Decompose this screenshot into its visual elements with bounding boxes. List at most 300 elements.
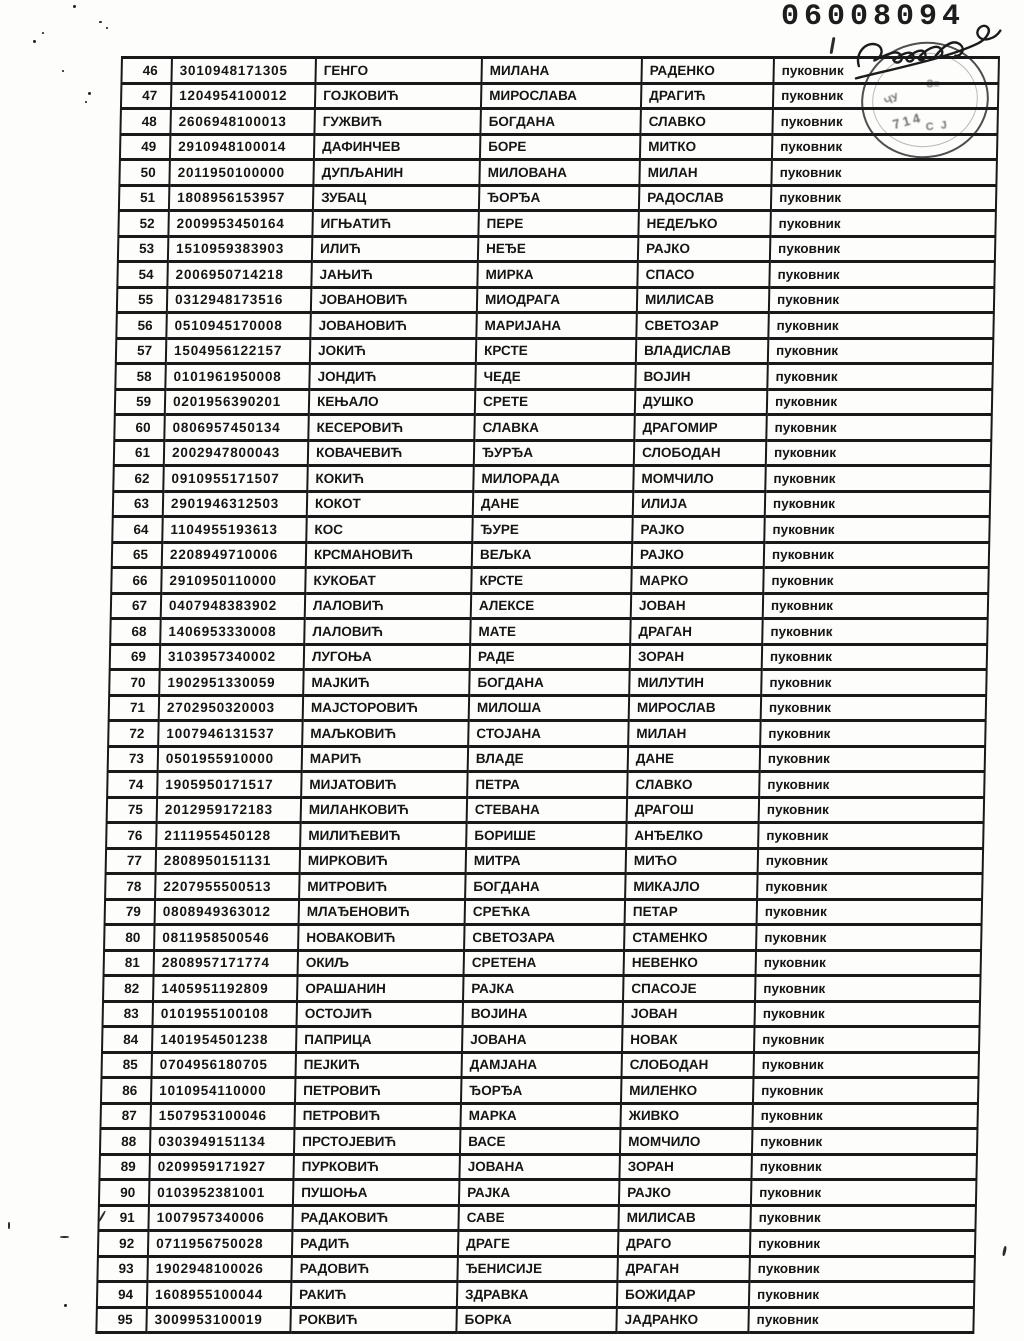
cell-first-name: РАЈКО bbox=[638, 236, 771, 262]
cell-first-name: СПАСО bbox=[637, 262, 770, 288]
cell-rank: пуковник bbox=[750, 1205, 976, 1231]
cell-row-number: 91 bbox=[98, 1205, 149, 1231]
cell-id-number: 1204954100012 bbox=[171, 83, 316, 109]
cell-row-number: 52 bbox=[118, 211, 169, 237]
cell-first-name: ЗОРАН bbox=[619, 1154, 752, 1180]
cell-father-name: ВЕЉКА bbox=[472, 542, 633, 568]
cell-id-number: 2702950320003 bbox=[159, 695, 304, 721]
cell-first-name: ДРАГОМИР bbox=[634, 415, 767, 441]
table-row bbox=[110, 619, 988, 645]
cell-row-number: 84 bbox=[102, 1027, 153, 1053]
cell-first-name: ДРАГАН bbox=[630, 619, 763, 645]
cell-id-number: 1406953330008 bbox=[160, 619, 305, 645]
cell-father-name: СТЕВАНА bbox=[467, 797, 628, 823]
cell-id-number: 1608955100044 bbox=[147, 1282, 292, 1308]
table-row bbox=[116, 338, 994, 364]
cell-first-name: МИТКО bbox=[640, 134, 773, 160]
cell-surname: ДУПЉАНИН bbox=[313, 160, 480, 186]
cell-surname: КЕСЕРОВИЋ bbox=[308, 415, 475, 441]
cell-rank: пуковник bbox=[761, 670, 987, 696]
cell-father-name: СЛАВКА bbox=[474, 415, 635, 441]
cell-id-number: 3103957340002 bbox=[160, 644, 305, 670]
cell-father-name: ЈОВАНА bbox=[462, 1027, 623, 1053]
cell-rank: пуковник bbox=[761, 695, 987, 721]
cell-father-name: ЂЕНИСИЈЕ bbox=[457, 1256, 618, 1282]
cell-father-name: МИЛАНА bbox=[481, 58, 642, 84]
cell-rank: пуковник bbox=[755, 1001, 981, 1027]
table-row bbox=[97, 1256, 975, 1282]
scan-speck bbox=[42, 32, 44, 34]
cell-row-number: 90 bbox=[99, 1180, 150, 1206]
cell-first-name: НЕВЕНКО bbox=[624, 950, 757, 976]
table-row bbox=[115, 389, 993, 415]
cell-id-number: 2910950110000 bbox=[161, 568, 306, 594]
cell-rank: пуковник bbox=[770, 211, 996, 237]
table-row bbox=[109, 695, 987, 721]
cell-row-number: 86 bbox=[101, 1078, 152, 1104]
cell-rank: пуковник bbox=[750, 1231, 976, 1257]
table-row bbox=[103, 976, 981, 1002]
cell-rank: пуковник bbox=[771, 185, 997, 211]
cell-surname: МИРКОВИЋ bbox=[300, 848, 467, 874]
cell-id-number: 0303949151134 bbox=[150, 1129, 295, 1155]
cell-father-name: КРСТЕ bbox=[471, 568, 632, 594]
cell-first-name: ДРАГО bbox=[618, 1231, 751, 1257]
table-row bbox=[100, 1129, 978, 1155]
cell-id-number: 2111955450128 bbox=[156, 823, 301, 849]
cell-first-name: РАЈКО bbox=[632, 542, 765, 568]
cell-rank: пуковник bbox=[768, 313, 994, 339]
stamp-text-fragment: С Ј bbox=[925, 119, 950, 134]
cell-row-number: 72 bbox=[108, 721, 159, 747]
cell-row-number: 80 bbox=[104, 925, 155, 951]
table-row bbox=[119, 185, 997, 211]
cell-row-number: 77 bbox=[106, 848, 157, 874]
table-row bbox=[108, 721, 986, 747]
cell-id-number: 0811958500546 bbox=[154, 925, 299, 951]
cell-first-name: РАДОСЛАВ bbox=[639, 185, 772, 211]
cell-rank: пуковник bbox=[755, 976, 981, 1002]
cell-father-name: МАРИЈАНА bbox=[476, 313, 637, 339]
cell-row-number: 71 bbox=[109, 695, 160, 721]
pen-stroke bbox=[830, 37, 836, 54]
table-row bbox=[119, 160, 997, 186]
cell-father-name: НЕЂЕ bbox=[478, 236, 639, 262]
cell-father-name: ВОЈИНА bbox=[463, 1001, 624, 1027]
cell-row-number: 87 bbox=[100, 1103, 151, 1129]
cell-father-name: ПЕРЕ bbox=[478, 211, 639, 237]
cell-id-number: 1007946131537 bbox=[158, 721, 303, 747]
cell-surname: МИЛАНКОВИЋ bbox=[301, 797, 468, 823]
cell-rank: пуковник bbox=[773, 58, 999, 84]
table-row bbox=[111, 568, 989, 594]
cell-surname: ОКИЉ bbox=[298, 950, 465, 976]
cell-rank: пуковник bbox=[763, 593, 989, 619]
cell-surname: МАРИЋ bbox=[302, 746, 469, 772]
cell-surname: КУКОБАТ bbox=[305, 568, 472, 594]
cell-first-name: РАЈКО bbox=[632, 517, 765, 543]
cell-surname: МАЈКИЋ bbox=[303, 670, 470, 696]
cell-surname: ЛАЛОВИЋ bbox=[304, 619, 471, 645]
cell-row-number: 83 bbox=[103, 1001, 154, 1027]
cell-id-number: 0808949363012 bbox=[155, 899, 300, 925]
cell-first-name: ДАНЕ bbox=[628, 746, 761, 772]
cell-row-number: 49 bbox=[120, 134, 171, 160]
table-row bbox=[111, 593, 989, 619]
cell-father-name: РАЈКА bbox=[463, 976, 624, 1002]
cell-row-number: 88 bbox=[100, 1129, 151, 1155]
cell-row-number: 57 bbox=[116, 338, 167, 364]
cell-rank: пуковник bbox=[760, 721, 986, 747]
cell-first-name: СВЕТОЗАР bbox=[636, 313, 769, 339]
cell-id-number: 1504956122157 bbox=[166, 338, 311, 364]
cell-row-number: 82 bbox=[103, 976, 154, 1002]
cell-row-number: 67 bbox=[111, 593, 162, 619]
cell-first-name: МИЛАН bbox=[628, 721, 761, 747]
cell-father-name: МАРКА bbox=[460, 1103, 621, 1129]
cell-rank: пуковник bbox=[753, 1052, 979, 1078]
cell-rank: пуковник bbox=[751, 1180, 977, 1206]
cell-row-number: 73 bbox=[108, 746, 159, 772]
cell-surname: ГУЖВИЋ bbox=[314, 109, 481, 135]
cell-father-name: РАЈКА bbox=[459, 1180, 620, 1206]
cell-id-number: 2208949710006 bbox=[162, 542, 307, 568]
cell-first-name: МИЛУТИН bbox=[629, 670, 762, 696]
cell-father-name: БОРИШЕ bbox=[466, 823, 627, 849]
cell-surname: МАЈСТОРОВИЋ bbox=[303, 695, 470, 721]
cell-father-name: ВЛАДЕ bbox=[468, 746, 629, 772]
cell-surname: ПУШОЊА bbox=[293, 1180, 460, 1206]
table-row bbox=[101, 1052, 979, 1078]
cell-first-name: МИРОСЛАВ bbox=[629, 695, 762, 721]
scan-speck bbox=[106, 27, 108, 29]
cell-id-number: 0312948173516 bbox=[167, 287, 312, 313]
table-row bbox=[98, 1231, 976, 1257]
scan-speck bbox=[73, 5, 76, 8]
cell-father-name: СРЕЋКА bbox=[465, 899, 626, 925]
table-row bbox=[120, 134, 998, 160]
cell-father-name: МИЛОША bbox=[469, 695, 630, 721]
cell-rank: пуковник bbox=[757, 874, 983, 900]
cell-first-name: РАЈКО bbox=[619, 1180, 752, 1206]
cell-first-name: МИЛИСАВ bbox=[637, 287, 770, 313]
cell-surname: КЕЊАЛО bbox=[309, 389, 476, 415]
table-row bbox=[113, 491, 991, 517]
cell-surname: РАКИЋ bbox=[291, 1282, 458, 1308]
cell-first-name: ПЕТАР bbox=[625, 899, 758, 925]
cell-father-name: ЂОРЂА bbox=[479, 185, 640, 211]
cell-id-number: 2910948100014 bbox=[170, 134, 315, 160]
cell-id-number: 0711956750028 bbox=[148, 1231, 293, 1257]
cell-id-number: 0201956390201 bbox=[165, 389, 310, 415]
cell-father-name: СТОЈАНА bbox=[468, 721, 629, 747]
table-row bbox=[112, 517, 990, 543]
cell-father-name: ЂОРЂА bbox=[461, 1078, 622, 1104]
cell-father-name: ДРАГЕ bbox=[458, 1231, 619, 1257]
cell-surname: ПУРКОВИЋ bbox=[293, 1154, 460, 1180]
cell-surname: ЈОКИЋ bbox=[310, 338, 477, 364]
cell-id-number: 0910955171507 bbox=[163, 466, 308, 492]
cell-id-number: 2009953450164 bbox=[168, 211, 313, 237]
cell-first-name: СЛАВКО bbox=[627, 772, 760, 798]
cell-row-number: 64 bbox=[112, 517, 163, 543]
cell-row-number: 75 bbox=[107, 797, 158, 823]
table-row bbox=[118, 211, 996, 237]
cell-rank: пуковник bbox=[765, 491, 991, 517]
cell-rank: пуковник bbox=[760, 746, 986, 772]
cell-rank: пуковник bbox=[759, 772, 985, 798]
cell-rank: пуковник bbox=[767, 364, 993, 390]
table-row bbox=[106, 823, 984, 849]
cell-row-number: 74 bbox=[107, 772, 158, 798]
cell-surname: РАДИЋ bbox=[292, 1231, 459, 1257]
cell-id-number: 1507953100046 bbox=[150, 1103, 295, 1129]
table-row bbox=[106, 848, 984, 874]
cell-rank: пуковник bbox=[772, 134, 998, 160]
cell-row-number: 69 bbox=[110, 644, 161, 670]
cell-surname: КОКОТ bbox=[307, 491, 474, 517]
cell-rank: пуковник bbox=[768, 338, 994, 364]
cell-rank: пуковник bbox=[765, 466, 991, 492]
cell-rank: пуковник bbox=[758, 848, 984, 874]
cell-rank: пуковник bbox=[759, 797, 985, 823]
cell-row-number: 93 bbox=[97, 1256, 148, 1282]
cell-rank: пуковник bbox=[758, 823, 984, 849]
cell-rank: пуковник bbox=[752, 1103, 978, 1129]
personnel-roster-table bbox=[95, 56, 1000, 1334]
cell-surname: ДАФИНЧЕВ bbox=[314, 134, 481, 160]
cell-father-name: ЂУРЂА bbox=[474, 440, 635, 466]
cell-rank: пуковник bbox=[749, 1282, 975, 1308]
cell-first-name: ДРАГАН bbox=[617, 1256, 750, 1282]
cell-first-name: ДРАГОШ bbox=[627, 797, 760, 823]
cell-first-name: СЛАВКО bbox=[640, 109, 773, 135]
cell-father-name: БОГДАНА bbox=[480, 109, 641, 135]
table-row bbox=[114, 415, 992, 441]
cell-rank: пуковник bbox=[769, 287, 995, 313]
cell-surname: ГОЈКОВИЋ bbox=[315, 83, 482, 109]
cell-surname: МИЈАТОВИЋ bbox=[301, 772, 468, 798]
cell-surname: МАЉКОВИЋ bbox=[302, 721, 469, 747]
cell-first-name: СЛОБОДАН bbox=[621, 1052, 754, 1078]
cell-father-name: МИЛОРАДА bbox=[473, 466, 634, 492]
cell-row-number: 65 bbox=[112, 542, 163, 568]
cell-first-name: СТАМЕНКО bbox=[624, 925, 757, 951]
cell-id-number: 2808957171774 bbox=[154, 950, 299, 976]
cell-id-number: 2901946312503 bbox=[163, 491, 308, 517]
cell-surname: ПЕЈКИЋ bbox=[295, 1052, 462, 1078]
table-row bbox=[98, 1205, 976, 1231]
cell-first-name: ДУШКО bbox=[635, 389, 768, 415]
cell-father-name: БОГДАНА bbox=[469, 670, 630, 696]
cell-first-name: ЈОВАН bbox=[623, 1001, 756, 1027]
cell-row-number: 48 bbox=[120, 109, 171, 135]
table-row bbox=[101, 1078, 979, 1104]
cell-id-number: 1902948100026 bbox=[147, 1256, 292, 1282]
scan-speck bbox=[85, 101, 87, 103]
stamp-text-fragment: 714 bbox=[890, 109, 925, 133]
cell-father-name: ДАНЕ bbox=[473, 491, 634, 517]
cell-surname: КОВАЧЕВИЋ bbox=[308, 440, 475, 466]
cell-first-name: СЛОБОДАН bbox=[634, 440, 767, 466]
cell-father-name: СРЕТЕ bbox=[475, 389, 636, 415]
cell-row-number: 58 bbox=[115, 364, 166, 390]
cell-first-name: РАДЕНКО bbox=[641, 58, 774, 84]
cell-father-name: ЗДРАВКА bbox=[457, 1282, 618, 1308]
cell-surname: КОС bbox=[306, 517, 473, 543]
cell-first-name: ЈОВАН bbox=[631, 593, 764, 619]
cell-surname: КОКИЋ bbox=[307, 466, 474, 492]
cell-first-name: ЖИВКО bbox=[620, 1103, 753, 1129]
cell-first-name: МОМЧИЛО bbox=[620, 1129, 753, 1155]
cell-id-number: 1905950171517 bbox=[157, 772, 302, 798]
cell-row-number: 79 bbox=[105, 899, 156, 925]
cell-surname: ИГЊАТИЋ bbox=[312, 211, 479, 237]
cell-id-number: 1808956153957 bbox=[169, 185, 314, 211]
cell-rank: пуковник bbox=[756, 925, 982, 951]
cell-first-name: МИЛЕНКО bbox=[621, 1078, 754, 1104]
cell-father-name: ВАСЕ bbox=[460, 1129, 621, 1155]
cell-father-name: БОРЕ bbox=[480, 134, 641, 160]
cell-id-number: 1401954501238 bbox=[152, 1027, 297, 1053]
cell-first-name: ЗОРАН bbox=[630, 644, 763, 670]
cell-father-name: МИТРА bbox=[466, 848, 627, 874]
cell-id-number: 0103952381001 bbox=[149, 1180, 294, 1206]
cell-father-name: АЛЕКСЕ bbox=[471, 593, 632, 619]
table-row bbox=[104, 925, 982, 951]
cell-rank: пуковник bbox=[756, 950, 982, 976]
table-row bbox=[115, 364, 993, 390]
table-row bbox=[117, 262, 995, 288]
pen-stroke bbox=[8, 1222, 10, 1229]
cell-id-number: 2011950100000 bbox=[169, 160, 314, 186]
pen-stroke bbox=[60, 1236, 69, 1238]
cell-rank: пуковник bbox=[767, 389, 993, 415]
cell-id-number: 0501955910000 bbox=[158, 746, 303, 772]
stamp-text-fragment: З≡ bbox=[926, 78, 940, 91]
cell-id-number: 2012959172183 bbox=[157, 797, 302, 823]
table-row bbox=[113, 466, 991, 492]
cell-row-number: 56 bbox=[116, 313, 167, 339]
cell-surname: НОВАКОВИЋ bbox=[298, 925, 465, 951]
cell-rank: пуковник bbox=[749, 1256, 975, 1282]
cell-father-name: ЈОВАНА bbox=[459, 1154, 620, 1180]
cell-rank: пуковник bbox=[764, 542, 990, 568]
cell-first-name: МИЋО bbox=[626, 848, 759, 874]
cell-first-name: НЕДЕЉКО bbox=[638, 211, 771, 237]
scan-speck bbox=[33, 40, 36, 43]
cell-first-name: МИЛАН bbox=[639, 160, 772, 186]
cell-surname: ПРСТОЈЕВИЋ bbox=[294, 1129, 461, 1155]
cell-surname: ЗУБАЦ bbox=[313, 185, 480, 211]
cell-id-number: 0101955100108 bbox=[153, 1001, 298, 1027]
table-row bbox=[105, 899, 983, 925]
table-row bbox=[99, 1154, 977, 1180]
scan-speck bbox=[99, 21, 102, 23]
cell-id-number: 2808950151131 bbox=[156, 848, 301, 874]
cell-rank: пуковник bbox=[753, 1078, 979, 1104]
cell-father-name: МИРКА bbox=[477, 262, 638, 288]
cell-row-number: 46 bbox=[121, 58, 172, 84]
cell-father-name: ЂУРЕ bbox=[472, 517, 633, 543]
cell-id-number: 0407948383902 bbox=[161, 593, 306, 619]
roster-table-body bbox=[96, 58, 999, 1333]
cell-surname: МИТРОВИЋ bbox=[299, 874, 466, 900]
cell-surname: МИЛИЋЕВИЋ bbox=[300, 823, 467, 849]
cell-father-name: МИЛОВАНА bbox=[479, 160, 640, 186]
cell-row-number: 55 bbox=[117, 287, 168, 313]
cell-surname: ЛАЛОВИЋ bbox=[305, 593, 472, 619]
stamp-text-fragment: ЧУ bbox=[882, 91, 901, 109]
cell-surname: ПАПРИЦА bbox=[296, 1027, 463, 1053]
cell-father-name: БОРКА bbox=[456, 1307, 617, 1333]
cell-row-number: 62 bbox=[113, 466, 164, 492]
scan-speck bbox=[64, 1304, 67, 1307]
cell-row-number: 78 bbox=[105, 874, 156, 900]
cell-rank: пуковник bbox=[766, 415, 992, 441]
cell-row-number: 70 bbox=[109, 670, 160, 696]
cell-row-number: 66 bbox=[111, 568, 162, 594]
table-row bbox=[109, 670, 987, 696]
cell-first-name: НОВАК bbox=[622, 1027, 755, 1053]
cell-row-number: 61 bbox=[114, 440, 165, 466]
cell-row-number: 81 bbox=[104, 950, 155, 976]
cell-rank: пуковник bbox=[764, 517, 990, 543]
cell-id-number: 0704956180705 bbox=[151, 1052, 296, 1078]
table-row bbox=[116, 313, 994, 339]
cell-row-number: 95 bbox=[96, 1307, 147, 1333]
cell-surname: РАДАКОВИЋ bbox=[292, 1205, 459, 1231]
cell-father-name: ПЕТРА bbox=[467, 772, 628, 798]
cell-first-name: БОЖИДАР bbox=[617, 1282, 750, 1308]
cell-id-number: 2002947800043 bbox=[164, 440, 309, 466]
cell-rank: пуковник bbox=[763, 568, 989, 594]
cell-id-number: 2207955500513 bbox=[155, 874, 300, 900]
cell-first-name: МИЛИСАВ bbox=[618, 1205, 751, 1231]
table-row bbox=[112, 542, 990, 568]
cell-id-number: 2006950714218 bbox=[167, 262, 312, 288]
cell-id-number: 1010954110000 bbox=[151, 1078, 296, 1104]
cell-first-name: ВЛАДИСЛАВ bbox=[636, 338, 769, 364]
cell-id-number: 2606948100013 bbox=[170, 109, 315, 135]
cell-father-name: ЧЕДЕ bbox=[475, 364, 636, 390]
cell-row-number: 92 bbox=[98, 1231, 149, 1257]
table-row bbox=[117, 287, 995, 313]
cell-row-number: 94 bbox=[97, 1282, 148, 1308]
cell-surname: ПЕТРОВИЋ bbox=[294, 1103, 461, 1129]
cell-rank: пуковник bbox=[769, 262, 995, 288]
cell-surname: ЈОВАНОВИЋ bbox=[310, 313, 477, 339]
cell-surname: ЈОВАНОВИЋ bbox=[311, 287, 478, 313]
cell-row-number: 76 bbox=[106, 823, 157, 849]
table-row bbox=[103, 1001, 981, 1027]
cell-surname: МЛАЂЕНОВИЋ bbox=[299, 899, 466, 925]
cell-row-number: 59 bbox=[115, 389, 166, 415]
cell-father-name: МАТЕ bbox=[470, 619, 631, 645]
cell-id-number: 0806957450134 bbox=[164, 415, 309, 441]
cell-row-number: 85 bbox=[101, 1052, 152, 1078]
cell-rank: пуковник bbox=[748, 1307, 974, 1333]
cell-id-number: 3009953100019 bbox=[146, 1307, 291, 1333]
cell-first-name: АНЂЕЛКО bbox=[626, 823, 759, 849]
cell-rank: пуковник bbox=[762, 644, 988, 670]
cell-id-number: 1510959383903 bbox=[168, 236, 313, 262]
table-row bbox=[108, 746, 986, 772]
table-row bbox=[110, 644, 988, 670]
cell-surname: ЛУГОЊА bbox=[304, 644, 471, 670]
cell-rank: пуковник bbox=[766, 440, 992, 466]
pen-stroke bbox=[1002, 1246, 1007, 1256]
